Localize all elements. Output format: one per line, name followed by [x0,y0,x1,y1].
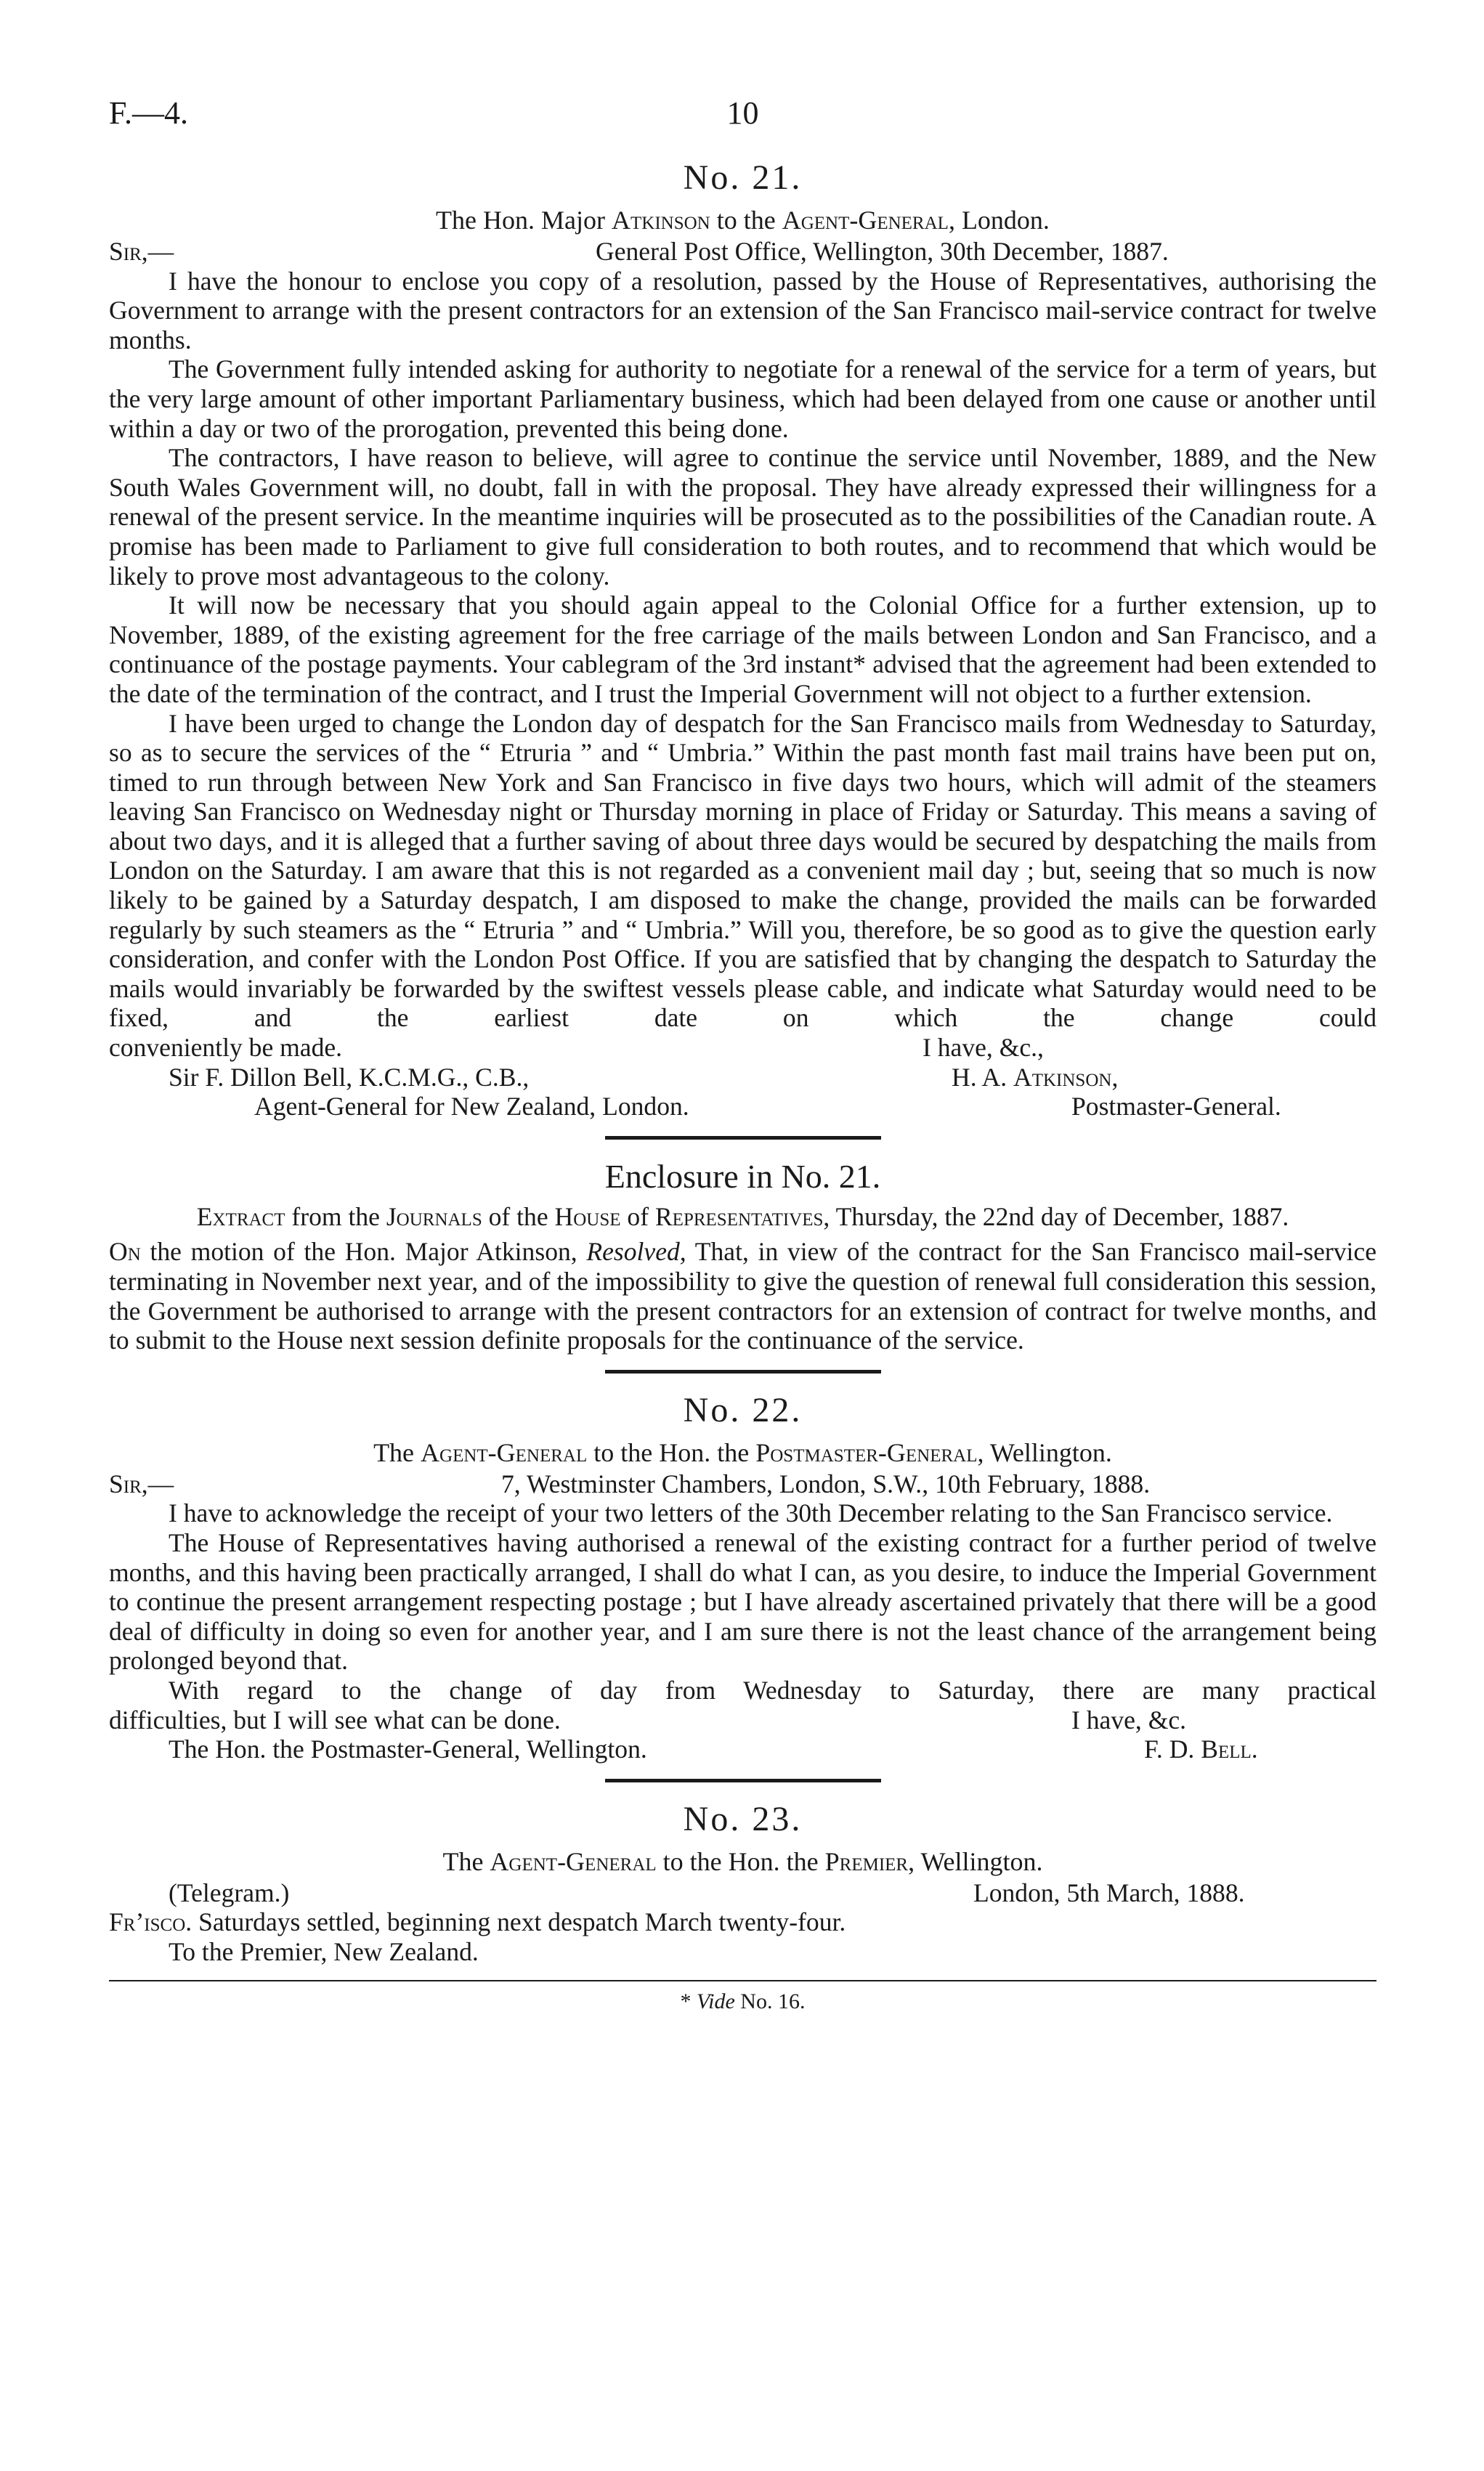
paragraph: The Government fully intended asking for authority to negotiate for a renewal of the service for a term of years, but the very large amount of other important Parliamentary business, which had been delayed from one cause or another until within a day or two of the prorogation, prevented this being done. [109,354,1376,443]
document-page [109,94,1376,2016]
salutation-row [109,1469,1376,1499]
footnote-divider [109,1980,1376,1981]
addressee: The Hon. the Postmaster-General, Wellington. [169,1734,647,1764]
paragraph: The House of Representatives having authorised a renewal of the existing contract for a further period of twelve months, and this having been practically arranged, I shall do what I can, as you desire, to induce the Imperial Government to continue the present arrangement respecting postage ; but I have already ascertained privately that there will be a good deal of difficulty in doing so even for another year, and I am sure there is not the least chance of the arrangement being prolonged beyond that. [109,1527,1376,1676]
section-heading: Enclosure in No. 21. [604,1157,881,1195]
telegram-body [109,1907,1376,1937]
paragraph: The contractors, I have reason to believe, will agree to continue the service until November, 1889, and the New South Wales Government will, no doubt, fall in with the proposal. They have already expressed their willingness for a renewal of the present service. In the meantime inquiries will be prosecuted as to the possibilities of the Canadian route. A promise has been made to Parliament to give full consideration to both routes, and to recommend that which would be likely to prove most advantageous to the colony. [109,443,1376,591]
letter-title: The Agent-General to the Hon. the Postmaster-General, Wellington. [373,1437,1112,1467]
enclosure-no-21 [109,1151,1376,1355]
paragraph: I have the honour to enclose you copy of a resolution, passed by the House of Representatives, authorising the Government to arrange with the present contractors for an extension of the San Francisco mail-service contract for twelve months. [109,266,1376,354]
letter-title: The Hon. Major Atkinson to the Agent-General, London. [436,206,1050,235]
signer-title: Postmaster-General. [1071,1092,1281,1121]
page-header [109,94,1376,153]
dateline: London, 5th March, 1888. [973,1878,1245,1907]
section-heading: No. 21. [683,158,803,197]
addressee: To the Premier, New Zealand. [169,1936,479,1966]
closing: I have, &c. [1071,1705,1187,1734]
telegram-no-23 [109,1794,1376,1967]
salutation: Sir,— [109,237,174,266]
paragraph: It will now be necessary that you should again appeal to the Colonial Office for a further extension, up to November, 1889, of the existing agreement for the free carriage of the mails between London and San Francisco, and a continuance of the postage payments. Your cablegram of the 3rd instant* advised that the agreement had been extended to the date of the termination of the contract, and I trust the Imperial Government will not object to a further extension. [109,591,1376,708]
section-divider [605,1779,881,1782]
section-heading: No. 22. [683,1390,803,1429]
signer: H. A. Atkinson, [952,1062,1119,1092]
section-divider [605,1370,881,1374]
dateline: 7, Westminster Chambers, London, S.W., 10th February, 1888. [501,1469,1151,1498]
signature-row [109,1063,1376,1092]
closing-row [109,1705,1376,1735]
signer: F. D. Bell. [1144,1734,1258,1764]
paragraph: I have to acknowledge the receipt of your two letters of the 30th December relating to the San Francisco service. [169,1498,1333,1528]
salutation-row [109,237,1376,267]
telegram-label: (Telegram.) [169,1878,290,1907]
paragraph-end: difficulties, but I will see what can be done. [109,1705,561,1734]
salutation: Sir,— [109,1469,174,1498]
signature-row [109,1092,1376,1121]
paragraph-end: conveniently be made. [109,1033,343,1063]
section-divider [605,1136,881,1140]
letter-no-22 [109,1385,1376,1764]
telegram-addressee-row [109,1937,1376,1967]
paragraph: I have been urged to change the London day of despatch for the San Francisco mails from Wednesday to Saturday, so as to secure the services of the “ Etruria ” and “ Umbria.” Within the past month fast mail trains have been put on, timed to run through between New York and San Francisco in five days two hours, which will admit of the steamers leaving San Francisco on Wednesday night or Thursday morning in place of Friday or Saturday. This means a saving of about two days, and it is alleged that a further saving of about three days would be secured by despatching the mails from London on the Saturday. I am aware that this is not regarded as a convenient mail day ; but, seeing that so much is now likely to be gained by a Saturday despatch, I am disposed to make the change, provided the mails can be forwarded regularly by such steamers as the “ Etruria ” and “ Umbria.” Will you, therefore, be so good as to give the question early consideration, and confer with the London Post Office. If you are satisfied that by changing the despatch to Saturday the mails would invariably be forwarded by the swiftest vessels please cable, and indicate what Saturday would need to be fixed, and the earliest date on which the change could [109,708,1376,1033]
addressee-title: Agent-General for New Zealand, London. [254,1092,689,1121]
dateline: General Post Office, Wellington, 30th December, 1887. [596,237,1169,266]
closing: I have, &c., [923,1033,1044,1063]
telegram-row [109,1878,1376,1908]
footnote: * Vide No. 16. [680,1989,806,2013]
section-heading: No. 23. [683,1799,803,1838]
document-reference: F.—4. [109,95,188,131]
closing-row [109,1033,1376,1063]
resolution-text: On the motion of the Hon. Major Atkinson, Resolved, That, in view of the contract for the San Francisco mail-service terminating in November next year, and of the impossibility to give the question of renewal full consideration this session, the Government be authorised to arrange with the present contractors for an extension of contract for twelve months, and to submit to the House next session definite proposals for the continuance of the service. [109,1237,1377,1355]
page-number: 10 [726,95,759,131]
signature-row [109,1734,1376,1764]
letter-title: The Agent-General to the Hon. the Premier, Wellington. [442,1846,1043,1876]
paragraph: With regard to the change of day from Wednesday to Saturday, there are many practical [169,1675,1376,1705]
addressee: Sir F. Dillon Bell, K.C.M.G., C.B., [169,1062,530,1092]
letter-no-21 [109,153,1376,1121]
telegram-text: Fr’isco. Saturdays settled, beginning next despatch March twenty-four. [109,1907,846,1937]
extract-intro: Extract from the Journals of the House of Representatives, Thursday, the 22nd day of December, 1887. [196,1201,1289,1231]
